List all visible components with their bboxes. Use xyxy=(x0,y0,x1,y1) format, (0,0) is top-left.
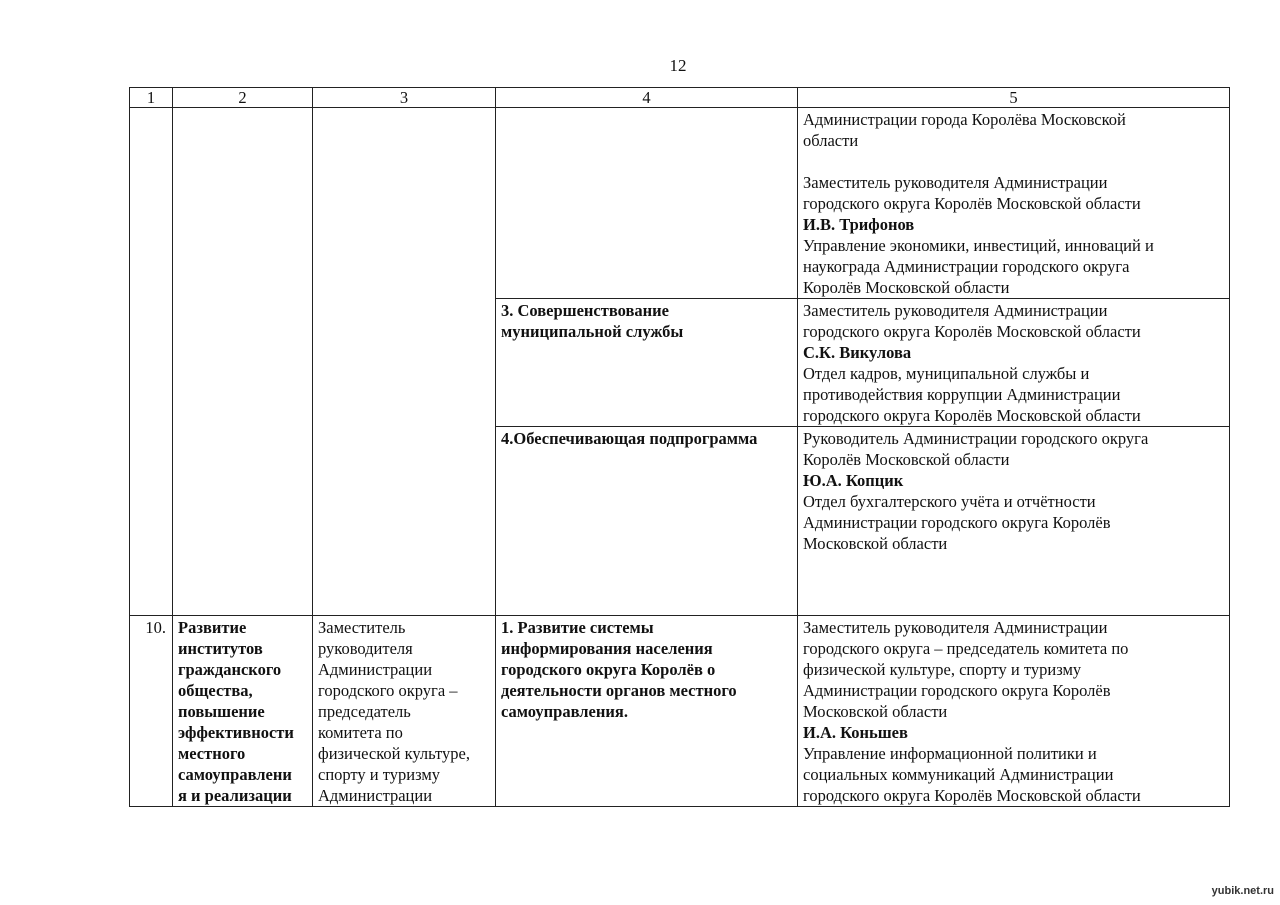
table-row xyxy=(130,108,1230,299)
text-line: общества, xyxy=(178,681,253,700)
text-line: физической культуре, спорту и туризму xyxy=(803,660,1082,679)
text-line: Отдел кадров, муниципальной службы и xyxy=(803,364,1090,383)
header-col-1: 1 xyxy=(130,88,173,108)
text-line xyxy=(803,151,1224,172)
cell-executors-10-1 xyxy=(798,616,1230,807)
text-line: Королёв Московской области xyxy=(803,278,1010,297)
cell-subprogram-empty xyxy=(496,108,798,299)
text-line: Администрации xyxy=(318,786,433,805)
watermark: yubik.net.ru xyxy=(1211,885,1274,897)
text-line: области xyxy=(803,131,859,150)
person-name: Ю.А. Копцик xyxy=(803,471,904,490)
text-line: Королёв Московской области xyxy=(803,450,1010,469)
text-line: самоуправления. xyxy=(501,702,628,721)
text-line: Управление экономики, инвестиций, инноваций и xyxy=(803,236,1154,255)
text-line: Администрации xyxy=(318,660,433,679)
text-line: физической культуре, xyxy=(318,744,470,763)
cell-responsible-empty xyxy=(313,108,496,616)
text-line: Управление информационной политики и xyxy=(803,744,1097,763)
text-line: наукограда Администрации городского округа xyxy=(803,257,1130,276)
cell-subprogram-3 xyxy=(496,299,798,427)
cell-num-10: 10. xyxy=(130,616,173,807)
text-line: Заместитель руководителя Администрации xyxy=(803,301,1108,320)
text-line: самоуправлени xyxy=(178,765,292,784)
header-col-3: 3 xyxy=(313,88,496,108)
responsibility-table xyxy=(129,87,1230,807)
cell-subprogram-4 xyxy=(496,427,798,616)
text-line: Заместитель руководителя Администрации xyxy=(803,618,1108,637)
cell-executors xyxy=(798,108,1230,299)
header-col-4: 4 xyxy=(496,88,798,108)
text-line: 4.Обеспечивающая подпрограмма xyxy=(501,429,758,448)
text-line: Руководитель Администрации городского округа xyxy=(803,429,1149,448)
text-line: противодействия коррупции Администрации xyxy=(803,385,1121,404)
header-col-5: 5 xyxy=(798,88,1230,108)
text-line: комитета по xyxy=(318,723,403,742)
text-line: 1. Развитие системы xyxy=(501,618,654,637)
text-line: городского округа Королёв Московской области xyxy=(803,194,1141,213)
text-line: эффективности xyxy=(178,723,294,742)
text-line: я и реализации xyxy=(178,786,292,805)
text-line: Администрации городского округа Королёв xyxy=(803,513,1111,532)
text-line: деятельности органов местного xyxy=(501,681,737,700)
text-line: городского округа Королёв о xyxy=(501,660,716,679)
text-line: Заместитель руководителя Администрации xyxy=(803,173,1108,192)
text-line: социальных коммуникаций Администрации xyxy=(803,765,1114,784)
header-col-2: 2 xyxy=(173,88,313,108)
text-line: институтов xyxy=(178,639,263,658)
text-line: муниципальной службы xyxy=(501,322,684,341)
text-line: спорту и туризму xyxy=(318,765,441,784)
text-line: городского округа – xyxy=(318,681,458,700)
text-line: Развитие xyxy=(178,618,247,637)
text-line: городского округа Королёв Московской области xyxy=(803,406,1141,425)
cell-program-10 xyxy=(173,616,313,807)
text-line: местного xyxy=(178,744,246,763)
cell-executors-4 xyxy=(798,427,1230,616)
cell-num-empty xyxy=(130,108,173,616)
person-name: И.В. Трифонов xyxy=(803,215,915,234)
text-line: 3. Совершенствование xyxy=(501,301,669,320)
cell-responsible-10 xyxy=(313,616,496,807)
text-line: Заместитель xyxy=(318,618,406,637)
text-line: информирования населения xyxy=(501,639,713,658)
cell-subprogram-10-1 xyxy=(496,616,798,807)
cell-program-empty xyxy=(173,108,313,616)
text-line: Администрации города Королёва Московской xyxy=(803,110,1126,129)
text-line: городского округа Королёв Московской области xyxy=(803,786,1141,805)
text-line: гражданского xyxy=(178,660,282,679)
table-row xyxy=(130,616,1230,807)
person-name: И.А. Коньшев xyxy=(803,723,908,742)
text-line: председатель xyxy=(318,702,411,721)
text-line: Отдел бухгалтерского учёта и отчётности xyxy=(803,492,1096,511)
text-line: повышение xyxy=(178,702,265,721)
text-line: городского округа – председатель комитета по xyxy=(803,639,1129,658)
page-number: 12 xyxy=(669,56,687,75)
text-line: Администрации городского округа Королёв xyxy=(803,681,1111,700)
cell-executors-3 xyxy=(798,299,1230,427)
text-line: Московской области xyxy=(803,534,948,553)
text-line: городского округа Королёв Московской области xyxy=(803,322,1141,341)
text-line: руководителя xyxy=(318,639,413,658)
text-line: Московской области xyxy=(803,702,948,721)
table-header-row xyxy=(130,88,1230,108)
person-name: С.К. Викулова xyxy=(803,343,912,362)
